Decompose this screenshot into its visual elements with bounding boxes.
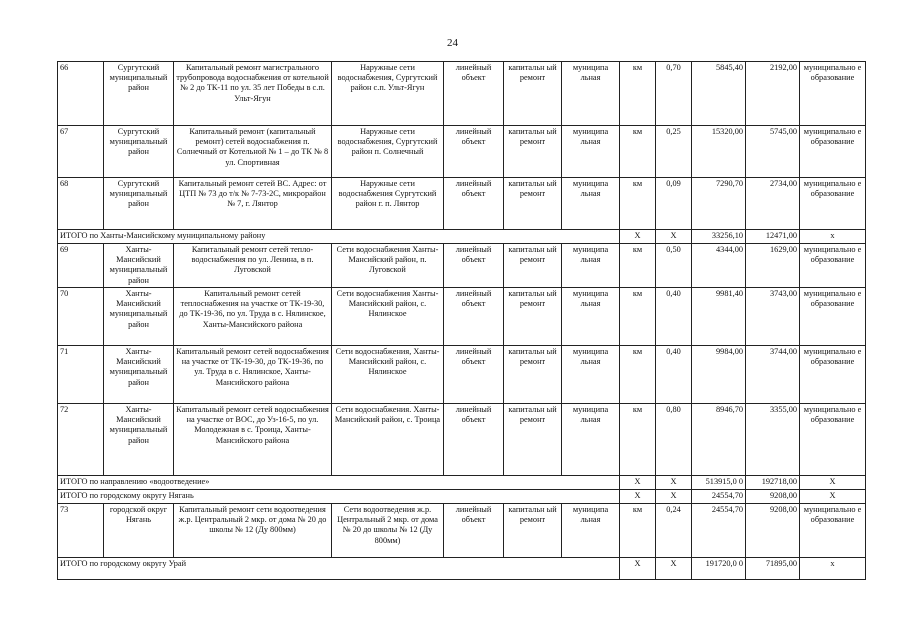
unit-cell: км — [620, 178, 656, 230]
ownership-cell: муниципа льная — [562, 288, 620, 346]
cost-cell: 9981,40 — [692, 288, 746, 346]
length-cell: 0,70 — [656, 62, 692, 126]
district-cell: Сургутский муниципальный район — [104, 62, 174, 126]
network-cell: Сети водоотведения ж.р. Центральный 2 мкр. от дома № 20 до школы № 12 (Ду 800мм) — [332, 504, 444, 558]
total-row — [58, 490, 866, 504]
unit-cell: км — [620, 504, 656, 558]
total-unit-cell: Х — [620, 490, 656, 504]
cost-share-cell: 3744,00 — [746, 346, 800, 404]
cost-cell: 4344,00 — [692, 244, 746, 288]
total-label: ИТОГО по городскому округу Урай — [58, 558, 620, 580]
length-cell: 0,50 — [656, 244, 692, 288]
district-cell: Сургутский муниципальный район — [104, 178, 174, 230]
network-cell: Сети водоснабжения Ханты-Мансийский район, с. Нялинское — [332, 288, 444, 346]
work-type-cell: капитальн ый ремонт — [504, 346, 562, 404]
total-cost-share-cell: 71895,00 — [746, 558, 800, 580]
object-type-cell: линейный объект — [444, 346, 504, 404]
work-type-cell: капитальн ый ремонт — [504, 244, 562, 288]
owner-cell: муниципально е образование — [800, 404, 866, 476]
ownership-cell: муниципа льная — [562, 244, 620, 288]
unit-cell: км — [620, 126, 656, 178]
object-type-cell: линейный объект — [444, 62, 504, 126]
cost-share-cell: 3743,00 — [746, 288, 800, 346]
unit-cell: км — [620, 62, 656, 126]
table-row — [58, 346, 866, 404]
total-owner-cell: Х — [800, 476, 866, 490]
ownership-cell: муниципа льная — [562, 504, 620, 558]
total-length-cell: Х — [656, 558, 692, 580]
table-row — [58, 288, 866, 346]
total-cost-share-cell: 9208,00 — [746, 490, 800, 504]
total-owner-cell: х — [800, 558, 866, 580]
page-number: 24 — [447, 37, 458, 49]
cost-share-cell: 2734,00 — [746, 178, 800, 230]
unit-cell: км — [620, 244, 656, 288]
work-type-cell: капитальн ый ремонт — [504, 404, 562, 476]
ownership-cell: муниципа льная — [562, 346, 620, 404]
total-cost-share-cell: 12471,00 — [746, 230, 800, 244]
unit-cell: км — [620, 404, 656, 476]
cost-cell: 5845,40 — [692, 62, 746, 126]
length-cell: 0,25 — [656, 126, 692, 178]
ownership-cell: муниципа льная — [562, 62, 620, 126]
work-type-cell: капитальн ый ремонт — [504, 178, 562, 230]
cost-share-cell: 1629,00 — [746, 244, 800, 288]
total-cost-cell: 191720,0 0 — [692, 558, 746, 580]
cost-cell: 24554,70 — [692, 504, 746, 558]
cost-cell: 7290,70 — [692, 178, 746, 230]
total-row — [58, 230, 866, 244]
table-row — [58, 62, 866, 126]
total-owner-cell: х — [800, 230, 866, 244]
length-cell: 0,40 — [656, 288, 692, 346]
row-number: 71 — [58, 346, 104, 404]
district-cell: Ханты-Мансийский муниципальный район — [104, 346, 174, 404]
cost-cell: 15320,00 — [692, 126, 746, 178]
district-cell: городской округ Нягань — [104, 504, 174, 558]
total-row — [58, 476, 866, 490]
work-description-cell: Капитальный ремонт сетей водоснабжения на участке от ТК-19-30, до ТК-19-36, по ул. Труда в с. Нялинское, Ханты-Мансийского района — [174, 346, 332, 404]
work-type-cell: капитальн ый ремонт — [504, 288, 562, 346]
unit-cell: км — [620, 346, 656, 404]
repair-table — [57, 61, 866, 580]
network-cell: Наружные сети водоснабжения Сургутский район г. п. Лянтор — [332, 178, 444, 230]
length-cell: 0,80 — [656, 404, 692, 476]
total-row — [58, 558, 866, 580]
object-type-cell: линейный объект — [444, 178, 504, 230]
cost-cell: 8946,70 — [692, 404, 746, 476]
total-length-cell: Х — [656, 490, 692, 504]
owner-cell: муниципально е образование — [800, 504, 866, 558]
row-number: 67 — [58, 126, 104, 178]
owner-cell: муниципально е образование — [800, 244, 866, 288]
network-cell: Наружные сети водоснабжения, Сургутский район с.п. Ульт-Ягун — [332, 62, 444, 126]
total-cost-cell: 24554,70 — [692, 490, 746, 504]
total-length-cell: Х — [656, 476, 692, 490]
length-cell: 0,24 — [656, 504, 692, 558]
row-number: 72 — [58, 404, 104, 476]
network-cell: Наружные сети водоснабжения, Сургутский район п. Солнечный — [332, 126, 444, 178]
ownership-cell: муниципа льная — [562, 126, 620, 178]
work-type-cell: капитальн ый ремонт — [504, 62, 562, 126]
unit-cell: км — [620, 288, 656, 346]
network-cell: Сети водоснабжения. Ханты-Мансийский район, с. Троица — [332, 404, 444, 476]
work-description-cell: Капитальный ремонт сетей ВС. Адрес: от ЦТП № 73 до т/к № 7-73-2С, микрорайон № 7, г. Лянтор — [174, 178, 332, 230]
district-cell: Ханты-Мансийский муниципальный район — [104, 288, 174, 346]
row-number: 68 — [58, 178, 104, 230]
network-cell: Сети водоснабжения Ханты-Мансийский район, п. Луговской — [332, 244, 444, 288]
cost-share-cell: 9208,00 — [746, 504, 800, 558]
cost-share-cell: 2192,00 — [746, 62, 800, 126]
total-unit-cell: Х — [620, 476, 656, 490]
object-type-cell: линейный объект — [444, 404, 504, 476]
length-cell: 0,09 — [656, 178, 692, 230]
table-row — [58, 126, 866, 178]
row-number: 73 — [58, 504, 104, 558]
work-description-cell: Капитальный ремонт сетей теплоснабжения на участке от ТК-19-30, до ТК-19-36, по ул. Труда в с. Нялинское, Ханты-Мансийского района — [174, 288, 332, 346]
table-row — [58, 244, 866, 288]
work-description-cell: Капитальный ремонт (капитальный ремонт) сетей водоснабжения п. Солнечный от Котельной № 1 – до ТК № 8 ул. Спортивная — [174, 126, 332, 178]
object-type-cell: линейный объект — [444, 288, 504, 346]
cost-cell: 9984,00 — [692, 346, 746, 404]
total-label: ИТОГО по направлению «водоотведение» — [58, 476, 620, 490]
total-unit-cell: Х — [620, 230, 656, 244]
total-label: ИТОГО по городскому округу Нягань — [58, 490, 620, 504]
row-number: 70 — [58, 288, 104, 346]
cost-share-cell: 3355,00 — [746, 404, 800, 476]
ownership-cell: муниципа льная — [562, 404, 620, 476]
district-cell: Ханты-Мансийский муниципальный район — [104, 244, 174, 288]
object-type-cell: линейный объект — [444, 504, 504, 558]
table-row — [58, 178, 866, 230]
total-cost-cell: 33256,10 — [692, 230, 746, 244]
owner-cell: муниципально е образование — [800, 288, 866, 346]
total-owner-cell: Х — [800, 490, 866, 504]
district-cell: Ханты-Мансийский муниципальный район — [104, 404, 174, 476]
work-type-cell: капитальн ый ремонт — [504, 504, 562, 558]
table-row — [58, 504, 866, 558]
total-unit-cell: Х — [620, 558, 656, 580]
table-row — [58, 404, 866, 476]
work-description-cell: Капитальный ремонт сетей водоснабжения на участке от ВОС, до Уз-16-5, по ул. Молодежная в с. Троица, Ханты-Мансийского района — [174, 404, 332, 476]
work-description-cell: Капитальный ремонт магистрального трубопровода водоснабжения от котельной № 2 до ТК-11 по ул. 35 лет Победы в с.п. Ульт-Ягун — [174, 62, 332, 126]
cost-share-cell: 5745,00 — [746, 126, 800, 178]
work-type-cell: капитальн ый ремонт — [504, 126, 562, 178]
owner-cell: муниципально е образование — [800, 346, 866, 404]
network-cell: Сети водоснабжения, Ханты-Мансийский район, с. Нялинское — [332, 346, 444, 404]
work-description-cell: Капитальный ремонт сети водоотведения ж.р. Центральный 2 мкр. от дома № 20 до школы № 12 (Ду 800мм) — [174, 504, 332, 558]
length-cell: 0,40 — [656, 346, 692, 404]
row-number: 69 — [58, 244, 104, 288]
owner-cell: муниципально е образование — [800, 178, 866, 230]
owner-cell: муниципально е образование — [800, 126, 866, 178]
row-number: 66 — [58, 62, 104, 126]
total-cost-share-cell: 192718,00 — [746, 476, 800, 490]
work-description-cell: Капитальный ремонт сетей тепло-водоснабжения по ул. Ленина, в п. Луговской — [174, 244, 332, 288]
total-length-cell: Х — [656, 230, 692, 244]
object-type-cell: линейный объект — [444, 126, 504, 178]
total-label: ИТОГО по Ханты-Мансийскому муниципальному району — [58, 230, 620, 244]
object-type-cell: линейный объект — [444, 244, 504, 288]
total-cost-cell: 513915,0 0 — [692, 476, 746, 490]
owner-cell: муниципально е образование — [800, 62, 866, 126]
ownership-cell: муниципа льная — [562, 178, 620, 230]
district-cell: Сургутский муниципальный район — [104, 126, 174, 178]
